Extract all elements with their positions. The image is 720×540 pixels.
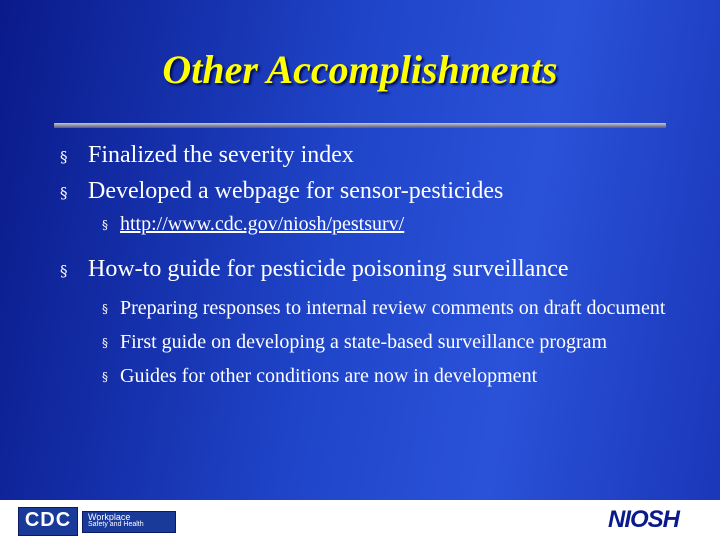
bullet-item xyxy=(60,174,680,208)
bullet-item xyxy=(60,138,680,172)
bullet-marker-icon: § xyxy=(60,148,68,166)
bullet-list xyxy=(60,138,680,396)
footer-bar xyxy=(0,500,720,540)
slide-title: Other Accomplishments xyxy=(162,47,558,92)
bullet-marker-icon: § xyxy=(102,302,108,316)
workplace-logo-line2: Safety and Health xyxy=(88,521,144,528)
cdc-logo-text: CDC xyxy=(24,509,72,531)
cdc-logo xyxy=(18,507,78,536)
sub-bullet-text: Guides for other conditions are now in development xyxy=(120,365,538,387)
sub-bullet-item xyxy=(102,294,680,323)
bullet-text: How-to guide for pesticide poisoning surveillance xyxy=(88,256,569,282)
sub-bullet-text: First guide on developing a state-based surveillance program xyxy=(120,331,608,353)
workplace-logo xyxy=(82,511,176,533)
workplace-logo-line1: Workplace xyxy=(88,512,131,522)
sub-bullet-item xyxy=(102,328,680,357)
bullet-marker-icon: § xyxy=(102,218,108,232)
sub-bullet-text: Preparing responses to internal review comments on draft document xyxy=(120,297,666,319)
pestsurv-link[interactable]: http://www.cdc.gov/niosh/pestsurv/ xyxy=(120,213,405,235)
bullet-marker-icon: § xyxy=(60,184,68,202)
bullet-text: Developed a webpage for sensor-pesticides xyxy=(88,178,504,204)
niosh-logo: NIOSH xyxy=(608,506,680,533)
bullet-marker-icon: § xyxy=(102,370,108,384)
bullet-text: Finalized the severity index xyxy=(88,142,354,168)
title-divider xyxy=(54,123,666,128)
sub-bullet-item xyxy=(102,210,680,239)
bullet-marker-icon: § xyxy=(60,262,68,280)
sub-bullet-item xyxy=(102,362,680,391)
bullet-item xyxy=(60,252,680,286)
bullet-marker-icon: § xyxy=(102,336,108,350)
